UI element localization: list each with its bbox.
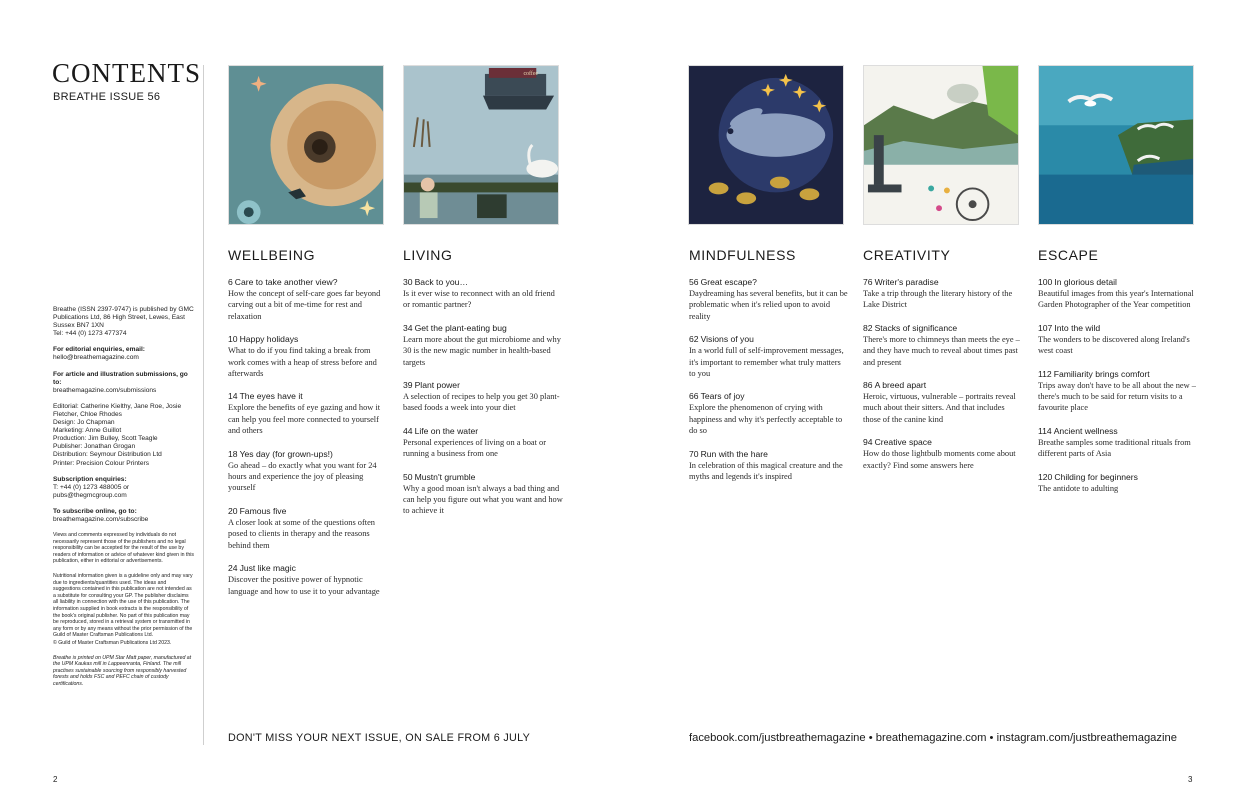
subscribe-label: To subscribe online, go to: <box>53 507 137 515</box>
entry-title: Mustn't grumble <box>414 471 476 482</box>
page-number: 18 <box>228 448 238 459</box>
page-number: 39 <box>403 380 413 391</box>
entry-description: Discover the positive power of hypnotic language and how to use it to your advantage <box>228 575 380 596</box>
entry-title: Back to you… <box>414 277 469 287</box>
page-number: 112 <box>1038 368 1052 379</box>
credits-list <box>53 403 195 468</box>
page-number: 107 <box>1038 322 1053 333</box>
hare-illustration <box>689 66 843 224</box>
page-number: 76 <box>863 277 873 287</box>
credit-line: Marketing: Anne Guillot <box>53 427 122 435</box>
column-divider <box>203 65 204 745</box>
toc-entry[interactable] <box>689 391 849 436</box>
toc-entry[interactable] <box>689 277 849 322</box>
entry-title: In glorious detail <box>1054 277 1117 287</box>
entry-title: Plant power <box>414 380 460 391</box>
section-title: CREATIVITY <box>863 247 951 263</box>
page-number: 34 <box>403 322 413 333</box>
page-number: 70 <box>689 448 699 459</box>
issue-label: BREATHE ISSUE 56 <box>53 91 161 103</box>
entry-title: Get the plant-eating bug <box>414 322 507 333</box>
toc-entry[interactable] <box>228 391 388 436</box>
section-living <box>403 247 563 529</box>
credit-line: Distribution: Seymour Distribution Ltd <box>53 451 162 459</box>
entry-title: Childing for beginners <box>1054 471 1138 482</box>
entry-description: How the concept of self-care goes far beyond carving out a bit of me-time for rest and relaxation <box>228 289 381 321</box>
entry-title: Visions of you <box>700 334 754 345</box>
entry-description: Beautiful images from this year's International Garden Photographer of the Year competition <box>1038 289 1194 310</box>
subscribe-url[interactable]: breathemagazine.com/subscribe <box>53 515 149 523</box>
imprint-text: Breathe (ISSN 2397-9747) is published by GMC Publications Ltd, 86 High Street, Lewes, East Sussex BN7 1XN <box>53 306 194 330</box>
page-number: 114 <box>1038 425 1052 436</box>
page-number: 30 <box>403 277 413 287</box>
credit-line: Design: Jo Chapman <box>53 419 115 427</box>
toc-entry[interactable] <box>403 472 563 517</box>
mindfulness-illustration <box>688 65 844 225</box>
toc-entry[interactable] <box>1038 472 1198 494</box>
toc-entry[interactable] <box>689 449 849 483</box>
section-creativity <box>863 247 1023 483</box>
creativity-illustration <box>863 65 1019 225</box>
entry-description: Heroic, virtuous, vulnerable – portraits reveal much about their sitters. And that includes those of the canine kind <box>863 392 1016 424</box>
entry-title: Great escape? <box>700 277 757 287</box>
entry-description: The antidote to adulting <box>1038 483 1119 493</box>
entry-title: Run with the hare <box>700 448 768 459</box>
entry-title: Stacks of significance <box>874 322 958 333</box>
entry-title: Tears of joy <box>700 391 745 402</box>
toc-entry[interactable] <box>403 277 563 311</box>
page-number: 66 <box>689 391 699 402</box>
page-number: 56 <box>689 277 699 287</box>
entry-description: In a world full of self-improvement messages, it's important to remember what truly matters to you <box>689 346 844 379</box>
entry-title: Ancient wellness <box>1053 425 1118 436</box>
entry-title: Care to take another view? <box>234 277 338 287</box>
entry-title: Writer's paradise <box>874 277 939 287</box>
imprint-sidebar <box>53 306 195 696</box>
entry-description: Daydreaming has several benefits, but it can be problematic when it's relied upon to avoid reality <box>689 289 848 321</box>
toc-entry[interactable] <box>1038 426 1198 460</box>
credit-line: Production: Jim Bulley, Scott Teagle <box>53 435 158 443</box>
page-number: 10 <box>228 334 238 345</box>
entry-description: Go ahead – do exactly what you want for 24 hours and experience the joy of pleasing yourself <box>228 460 377 493</box>
credit-line: Printer: Precision Colour Printers <box>53 459 150 467</box>
toc-entry[interactable] <box>403 380 563 414</box>
entry-description: There's more to chimneys than meets the eye – and they have much to reveal about times past and present <box>863 334 1020 367</box>
entry-description: A closer look at some of the questions often posed to clients in therapy and the reasons behind them <box>228 517 375 550</box>
toc-entry[interactable] <box>863 323 1023 368</box>
page-number: 62 <box>689 334 699 345</box>
paper-text: Breathe is printed on UPM Star Matt paper, manufactured at the UPM Kaukas mill in Lappeenranta, Finland. The mill practises sustainable sourcing from responsibly harvested forests and holds FSC and PEFC chain of custody certifications. <box>53 654 192 687</box>
wellbeing-illustration <box>228 65 384 225</box>
page-number: 100 <box>1038 277 1053 287</box>
toc-entry[interactable] <box>228 563 388 597</box>
entry-description: Explore the benefits of eye gazing and how it can help you feel more connected to yourself and others <box>228 403 381 436</box>
page-title: CONTENTS <box>52 58 201 88</box>
editorial-email[interactable]: hello@breathemagazine.com <box>53 354 139 362</box>
section-mindfulness <box>689 247 849 494</box>
collage-illustration <box>864 66 1018 224</box>
escape-illustration <box>1038 65 1194 225</box>
next-issue-banner: DON'T MISS YOUR NEXT ISSUE, ON SALE FROM 6 JULY <box>228 732 531 744</box>
boat-sign: coffee <box>523 70 539 77</box>
toc-entry[interactable] <box>863 380 1023 425</box>
section-escape <box>1038 247 1198 506</box>
living-illustration <box>403 65 559 225</box>
entry-description: The wonders to be discovered along Ireland's west coast <box>1038 334 1190 356</box>
page-number: 120 <box>1038 471 1053 482</box>
subscription-contact: T: +44 (0) 1273 488005 or pubs@thegmcgroup.com <box>53 483 130 499</box>
entry-description: Trips away don't have to be all about the new – there's much to be said for return visits to a favourite place <box>1038 380 1196 413</box>
page-number: 50 <box>403 471 413 482</box>
submissions-url[interactable]: breathemagazine.com/submissions <box>53 386 157 394</box>
section-wellbeing <box>228 247 388 609</box>
entry-title: Happy holidays <box>239 334 299 345</box>
submissions-label: For article and illustration submissions, go to: <box>53 370 188 386</box>
entry-title: Yes day (for grown-ups!) <box>239 448 333 459</box>
entry-title: Into the wild <box>1054 322 1101 333</box>
toc-entry[interactable] <box>863 277 1023 311</box>
copyright-text: © Guild of Master Craftsman Publications Ltd 2023. <box>53 639 172 646</box>
entry-description: Personal experiences of living on a boat or running a business from one <box>403 437 547 459</box>
entry-title: Creative space <box>874 437 932 448</box>
entry-description: Is it ever wise to reconnect with an old friend or romantic partner? <box>403 289 555 310</box>
page-number: 14 <box>228 391 238 402</box>
subscription-label: Subscription enquiries: <box>53 475 127 483</box>
section-title: MINDFULNESS <box>689 247 796 263</box>
entry-title: Familiarity brings comfort <box>1053 368 1150 379</box>
toc-entry[interactable] <box>228 449 388 494</box>
credit-line: Editorial: Catherine Kielthy, Jane Roe, Josie Fletcher, Chloe Rhodes <box>53 402 182 418</box>
toc-entry[interactable] <box>228 277 388 322</box>
entry-title: Famous five <box>239 505 287 516</box>
toc-entry[interactable] <box>689 334 849 379</box>
page-number: 20 <box>228 505 238 516</box>
entry-description: Breathe samples some traditional rituals from different parts of Asia <box>1038 437 1191 459</box>
entry-title: Just like magic <box>239 563 296 574</box>
entry-description: What to do if you find taking a break from work comes with a heap of stress before and afterwards <box>228 346 377 379</box>
entry-description: Why a good moan isn't always a bad thing and can help you figure out what you want and how to achieve it <box>403 483 563 516</box>
entry-description: Learn more about the gut microbiome and why 30 is the new magic number in health-based targets <box>403 334 561 367</box>
page-number: 94 <box>863 437 873 448</box>
page-number: 44 <box>403 425 413 436</box>
mushroom-illustration <box>229 66 383 224</box>
toc-entry[interactable] <box>863 437 1023 471</box>
credit-line: Publisher: Jonathan Grogan <box>53 443 136 451</box>
section-title: ESCAPE <box>1038 247 1099 263</box>
canal-boat-illustration <box>404 66 558 224</box>
entry-description: Explore the phenomenon of crying with happiness and why it's perfectly acceptable to do so <box>689 403 843 436</box>
entry-description: Take a trip through the literary history of the Lake District <box>863 289 1013 310</box>
section-title: LIVING <box>403 247 453 263</box>
entry-description: A selection of recipes to help you get 30 plant-based foods a week into your diet <box>403 392 560 413</box>
page-number-right: 3 <box>1188 775 1193 784</box>
page-number-left: 2 <box>53 775 58 784</box>
toc-entry[interactable] <box>403 323 563 368</box>
nutrition-text: Nutritional information given is a guideline only and may vary due to ingredients/quantities used. The ideas and suggestions contained in this publication are not intended as a substitute for consulting your GP. The publisher disclaims all liability in connection with the use of this publication. The information supplied in book extracts is the responsibility of the book's original publisher. No part of this publication may be reproduced, stored in a retrieval system or transmitted in any form or by any means without the prior permission of the Guild of Master Craftsman Publications Ltd. <box>53 573 193 639</box>
imprint-tel: Tel: +44 (0) 1273 477374 <box>53 330 127 338</box>
social-links[interactable]: facebook.com/justbreathemagazine • breathemagazine.com • instagram.com/justbreathemagazine <box>689 732 1177 744</box>
entry-description: How do those lightbulb moments come about exactly? Find some answers here <box>863 449 1016 470</box>
toc-entry[interactable] <box>228 506 388 551</box>
page-number: 24 <box>228 563 238 574</box>
page-number: 6 <box>228 277 233 287</box>
toc-entry[interactable] <box>1038 323 1198 357</box>
toc-entry[interactable] <box>1038 277 1198 311</box>
page-number: 82 <box>863 322 873 333</box>
entry-title: A breed apart <box>874 380 927 391</box>
seabirds-coast-illustration <box>1039 66 1193 224</box>
disclaimer-text: Views and comments expressed by individuals do not necessarily represent those of the publishers and no legal responsibility can be accepted for the result of the use by readers of information or advice of whatever kind given in this publication, either in editorial or advertisements. <box>53 532 194 565</box>
section-title: WELLBEING <box>228 247 316 263</box>
entry-title: The eyes have it <box>239 391 303 402</box>
entry-title: Life on the water <box>414 425 479 436</box>
entry-description: In celebration of this magical creature and the myths and legends it's inspired <box>689 460 843 482</box>
page-number: 86 <box>863 380 873 391</box>
toc-entry[interactable] <box>403 426 563 460</box>
toc-entry[interactable] <box>228 334 388 379</box>
editorial-label: For editorial enquiries, email: <box>53 346 145 354</box>
toc-entry[interactable] <box>1038 369 1198 414</box>
